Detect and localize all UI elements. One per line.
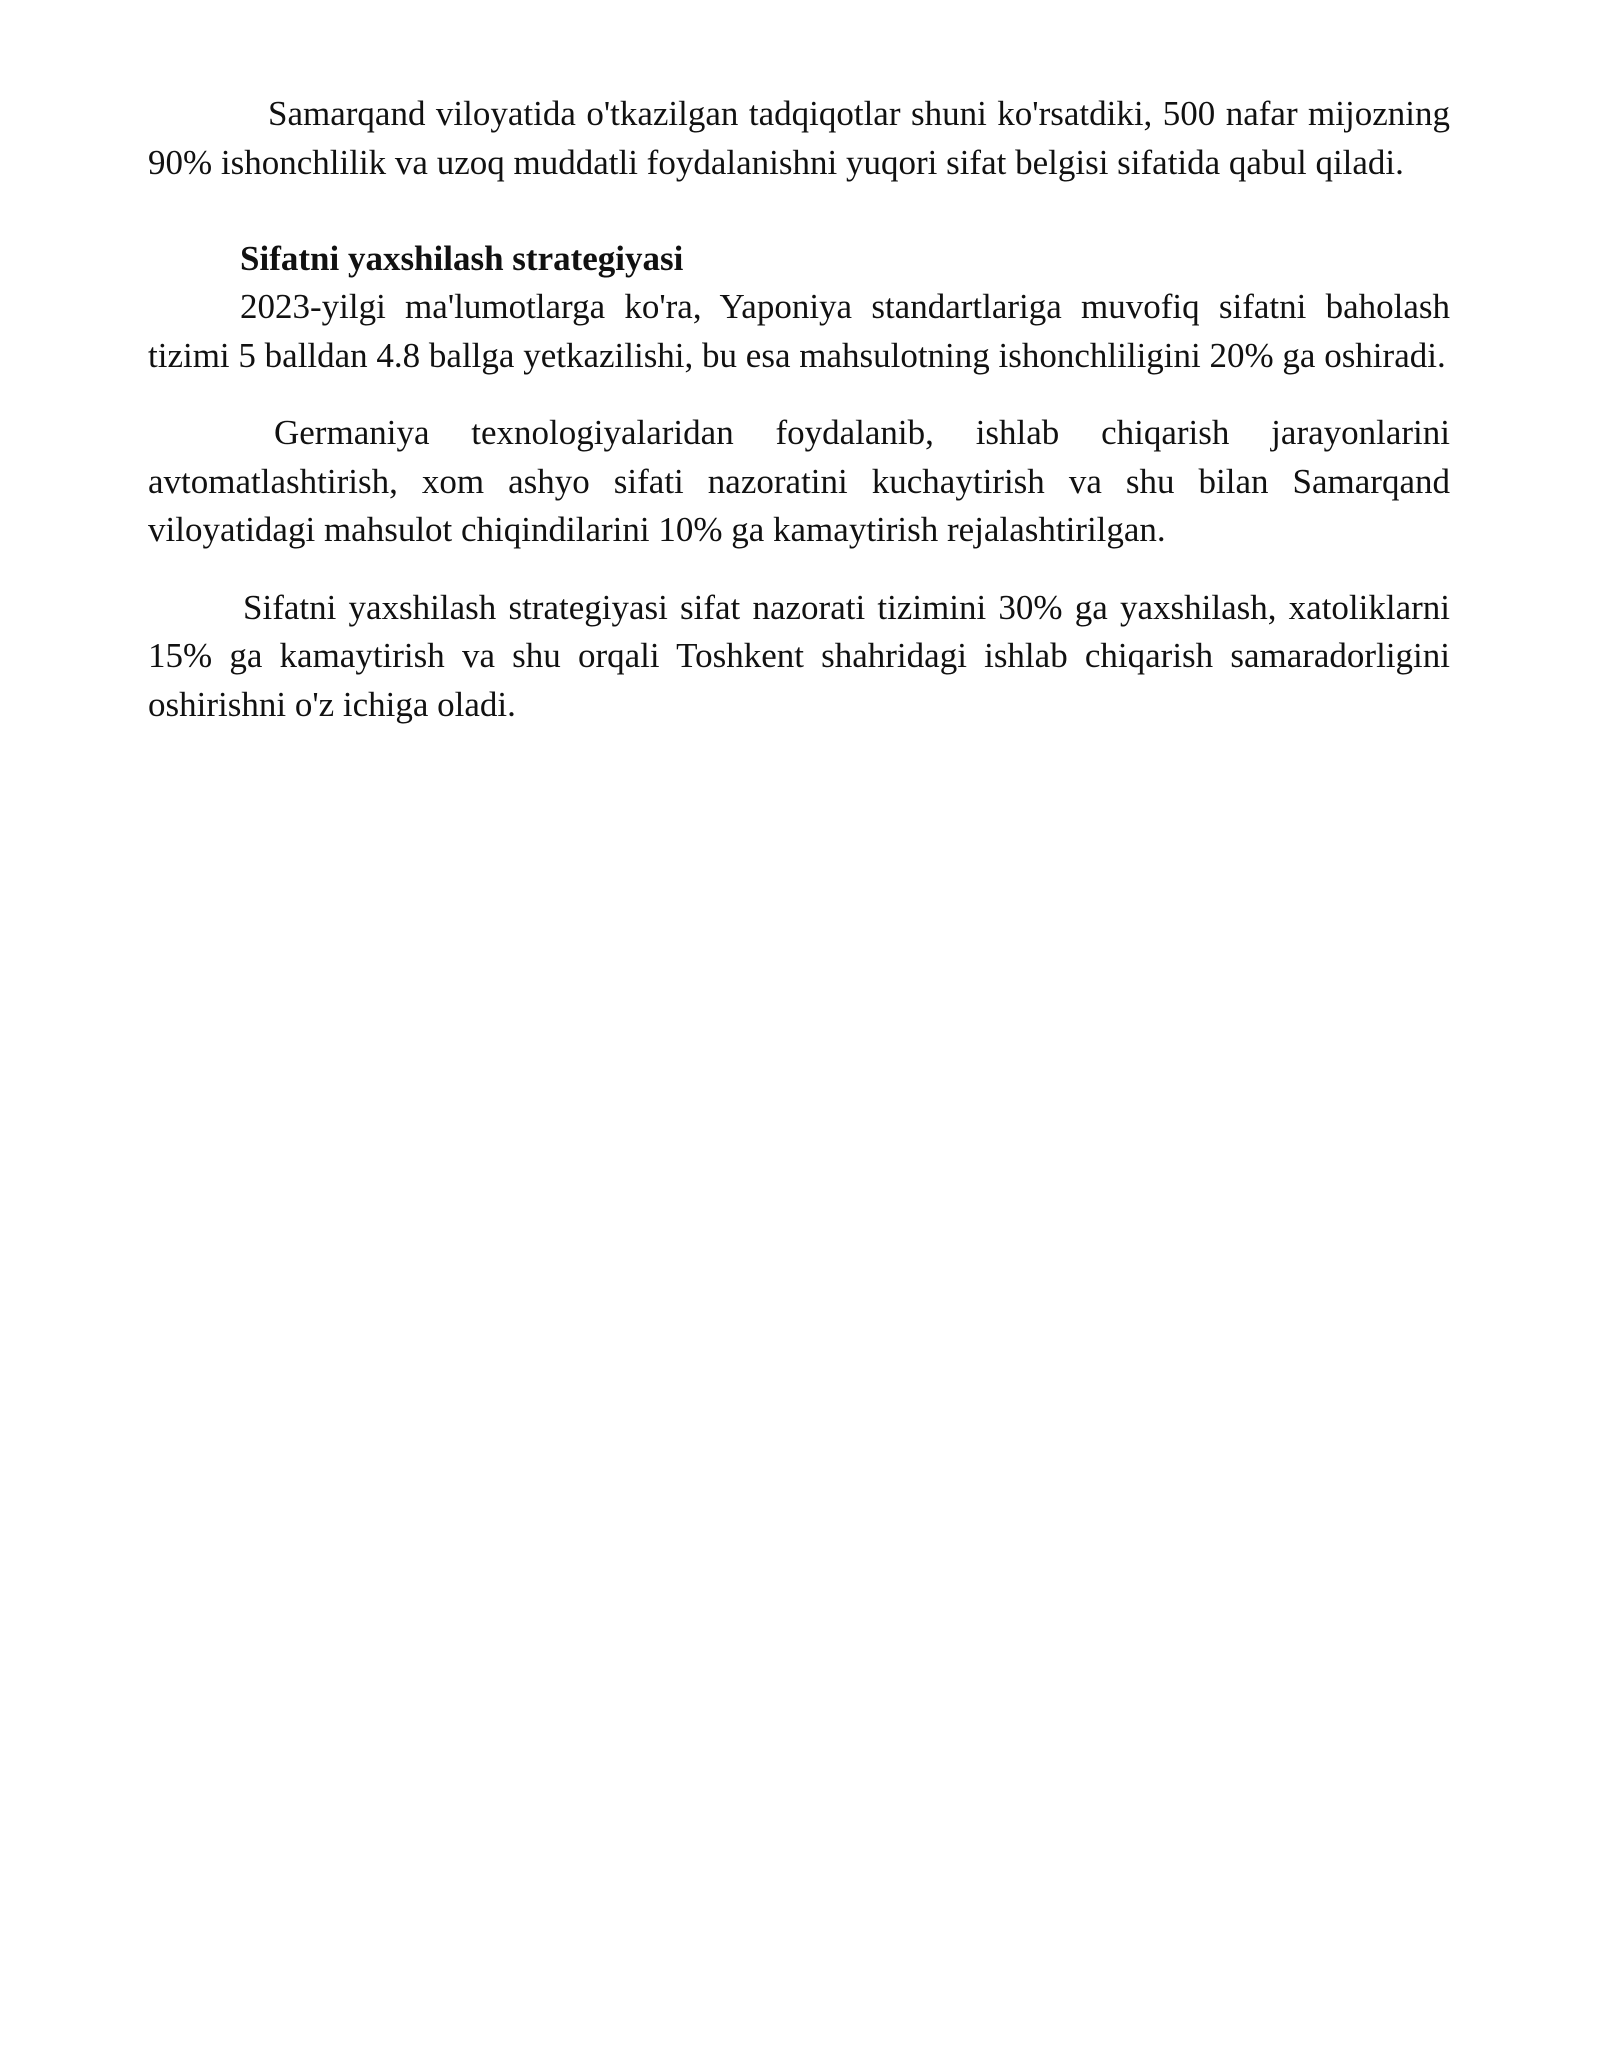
document-body: [148, 90, 1450, 729]
paragraph-survey: Samarqand viloyatida o'tkazilgan tadqiqotlar shuni ko'rsatdiki, 500 nafar mijozning 90% ishonchlilik va uzoq muddatli foydalanishni yuqori sifat belgisi sifatida qabul qiladi.: [148, 94, 1450, 182]
paragraph-strategy-summary: Sifatni yaxshilash strategiyasi sifat nazorati tizimini 30% ga yaxshilash, xatoliklarni 15% ga kamaytirish va shu orqali Toshkent shahridagi ishlab chiqarish samaradorligini oshirishni o'z ichiga oladi.: [148, 587, 1450, 724]
section-heading: Sifatni yaxshilash strategiyasi: [240, 239, 684, 278]
paragraph-japan-standards: 2023-yilgi ma'lumotlarga ko'ra, Yaponiya standartlariga muvofiq sifatni baholash tizimi 5 balldan 4.8 ballga yetkazilishi, bu esa mahsulotning ishonchliligini 20% ga oshiradi.: [148, 287, 1450, 375]
paragraph-germany-technologies: Germaniya texnologiyalaridan foydalanib, ishlab chiqarish jarayonlarini avtomatlashtirish, xom ashyo sifati nazoratini kuchaytirish va shu bilan Samarqand viloyatidagi mahsulot chiqindilarini 10% ga kamaytirish rejalashtirilgan.: [148, 413, 1450, 549]
